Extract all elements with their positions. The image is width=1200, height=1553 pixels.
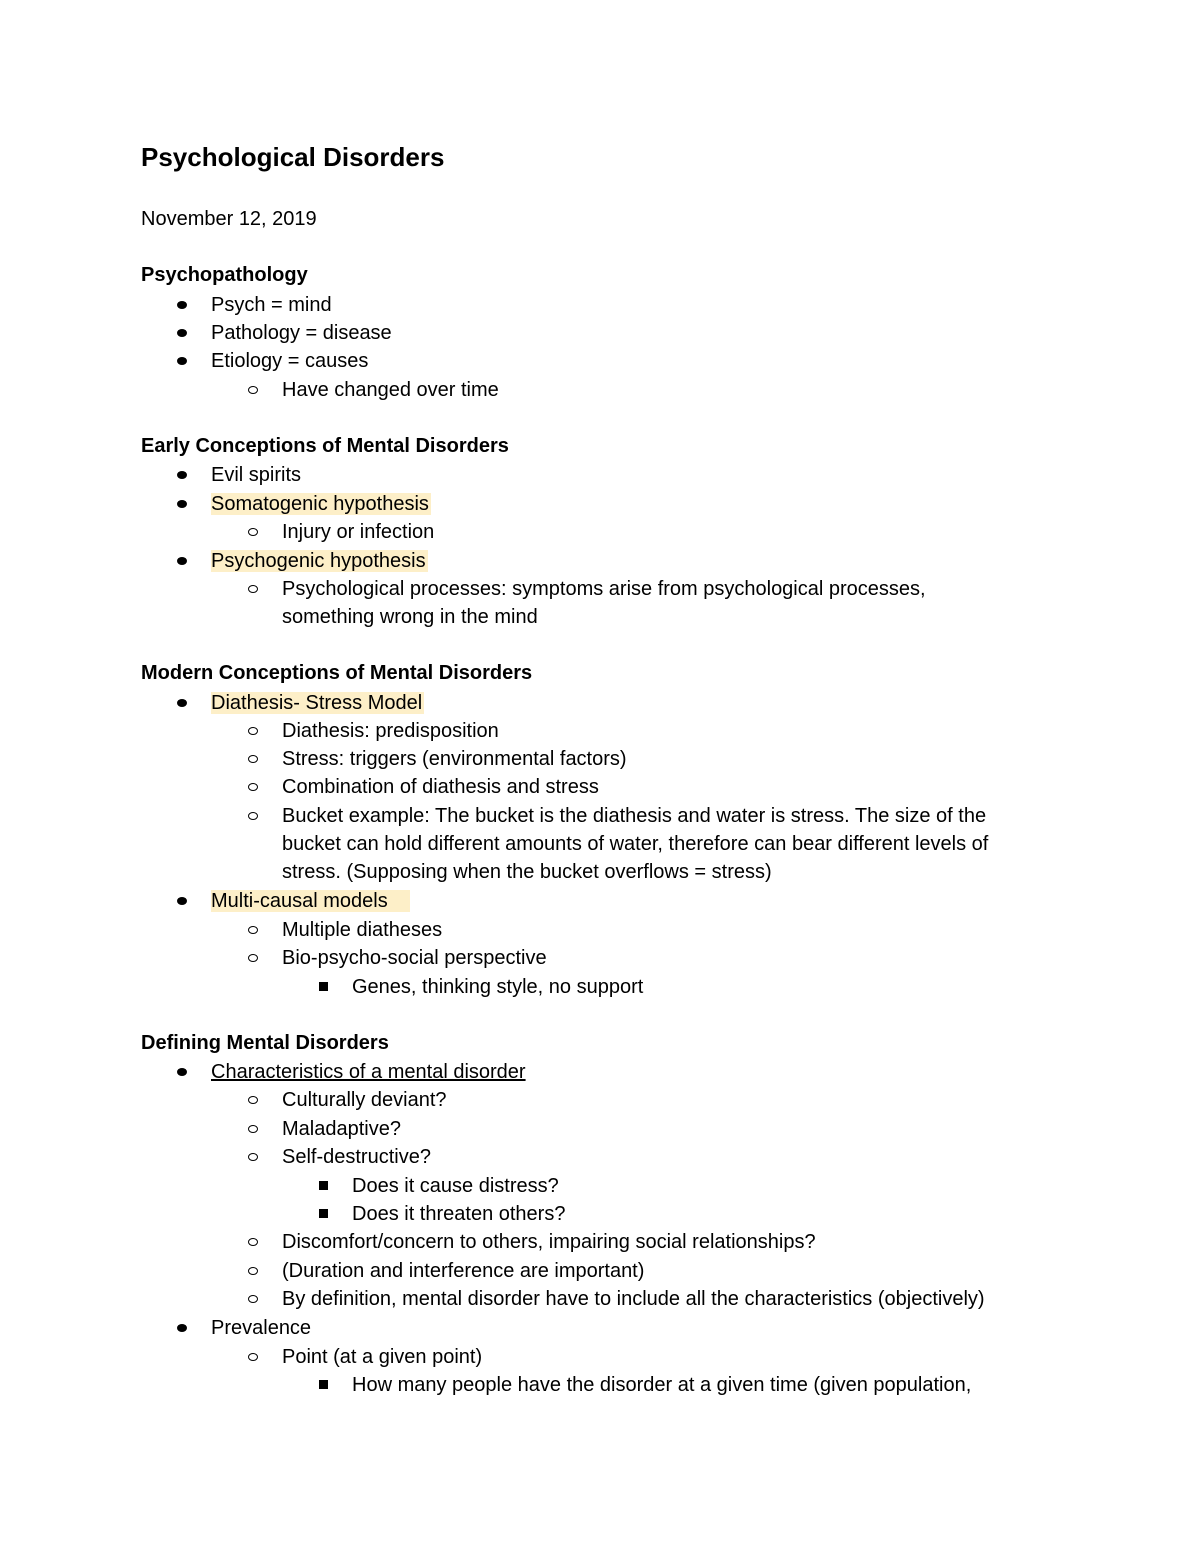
list-item: Evil spirits	[211, 464, 302, 486]
list-item: Point (at a given point)	[282, 1346, 483, 1368]
list-item: Maladaptive?	[282, 1118, 401, 1140]
highlighted-text: Psychogenic hypothesis	[211, 550, 426, 572]
bullet-square	[313, 1172, 333, 1200]
list-item: Does it cause distress?	[352, 1175, 559, 1197]
bullet-circle	[243, 773, 263, 801]
bullet-circle	[243, 1086, 263, 1114]
bullet-circle	[243, 916, 263, 944]
list-item: Bio-psycho-social perspective	[282, 947, 547, 969]
bullet-circle	[243, 1228, 263, 1256]
highlighted-text: Somatogenic hypothesis	[211, 493, 429, 515]
list-item-highlighted	[211, 490, 431, 518]
list-item: By definition, mental disorder have to include all the characteristics (objectively)	[282, 1288, 985, 1310]
list-item-continuation: bucket can hold different amounts of water, therefore can bear different levels of	[282, 833, 989, 855]
list-item: Psych = mind	[211, 294, 332, 316]
document-title: Psychological Disorders	[141, 142, 445, 172]
list-item: Etiology = causes	[211, 350, 369, 372]
highlighted-text: Diathesis- Stress Model	[211, 692, 423, 714]
bullet-dot	[172, 291, 192, 319]
list-item-underlined	[211, 1058, 526, 1086]
bullet-circle	[243, 944, 263, 972]
bullet-dot	[172, 461, 192, 489]
list-item-continuation: something wrong in the mind	[282, 606, 538, 628]
list-item: Bucket example: The bucket is the diathesis and water is stress. The size of the	[282, 805, 987, 827]
document-date: November 12, 2019	[141, 208, 317, 230]
section-heading-modern-conceptions: Modern Conceptions of Mental Disorders	[141, 662, 533, 684]
bullet-dot	[172, 1058, 192, 1086]
bullet-circle	[243, 1115, 263, 1143]
list-item-highlighted	[211, 689, 424, 717]
bullet-dot	[172, 347, 192, 375]
underlined-text: Characteristics of a mental disorder	[211, 1061, 526, 1083]
section-heading-defining: Defining Mental Disorders	[141, 1032, 389, 1054]
bullet-circle	[243, 518, 263, 546]
list-item: Have changed over time	[282, 379, 499, 401]
bullet-square	[313, 973, 333, 1001]
list-item: Stress: triggers (environmental factors)	[282, 748, 627, 770]
list-item: How many people have the disorder at a given time (given population,	[352, 1374, 972, 1396]
list-item: Prevalence	[211, 1317, 312, 1339]
bullet-dot	[172, 689, 192, 717]
bullet-circle	[243, 802, 263, 830]
bullet-circle	[243, 376, 263, 404]
list-item: Diathesis: predisposition	[282, 720, 499, 742]
bullet-dot	[172, 490, 192, 518]
section-heading-psychopathology: Psychopathology	[141, 264, 308, 286]
bullet-circle	[243, 745, 263, 773]
bullet-circle	[243, 1257, 263, 1285]
list-item: Discomfort/concern to others, impairing social relationships?	[282, 1231, 816, 1253]
bullet-circle	[243, 1285, 263, 1313]
bullet-dot	[172, 1314, 192, 1342]
bullet-circle	[243, 575, 263, 603]
bullet-circle	[243, 1143, 263, 1171]
list-item: Culturally deviant?	[282, 1089, 447, 1111]
bullet-dot	[172, 547, 192, 575]
list-item: Injury or infection	[282, 521, 435, 543]
list-item: Psychological processes: symptoms arise from psychological processes,	[282, 578, 926, 600]
list-item: Pathology = disease	[211, 322, 392, 344]
bullet-square	[313, 1371, 333, 1399]
bullet-dot	[172, 319, 192, 347]
highlighted-text: Multi-causal models	[211, 890, 410, 912]
list-item: Genes, thinking style, no support	[352, 976, 644, 998]
bullet-dot	[172, 887, 192, 915]
list-item: Does it threaten others?	[352, 1203, 566, 1225]
bullet-circle	[243, 717, 263, 745]
list-item-highlighted	[211, 547, 428, 575]
list-item-continuation: stress. (Supposing when the bucket overflows = stress)	[282, 861, 772, 883]
list-item: (Duration and interference are important)	[282, 1260, 645, 1282]
list-item: Multiple diatheses	[282, 919, 443, 941]
bullet-square	[313, 1200, 333, 1228]
bullet-circle	[243, 1343, 263, 1371]
list-item-highlighted	[211, 887, 410, 915]
list-item: Self-destructive?	[282, 1146, 431, 1168]
section-heading-early-conceptions: Early Conceptions of Mental Disorders	[141, 435, 509, 457]
list-item: Combination of diathesis and stress	[282, 776, 599, 798]
